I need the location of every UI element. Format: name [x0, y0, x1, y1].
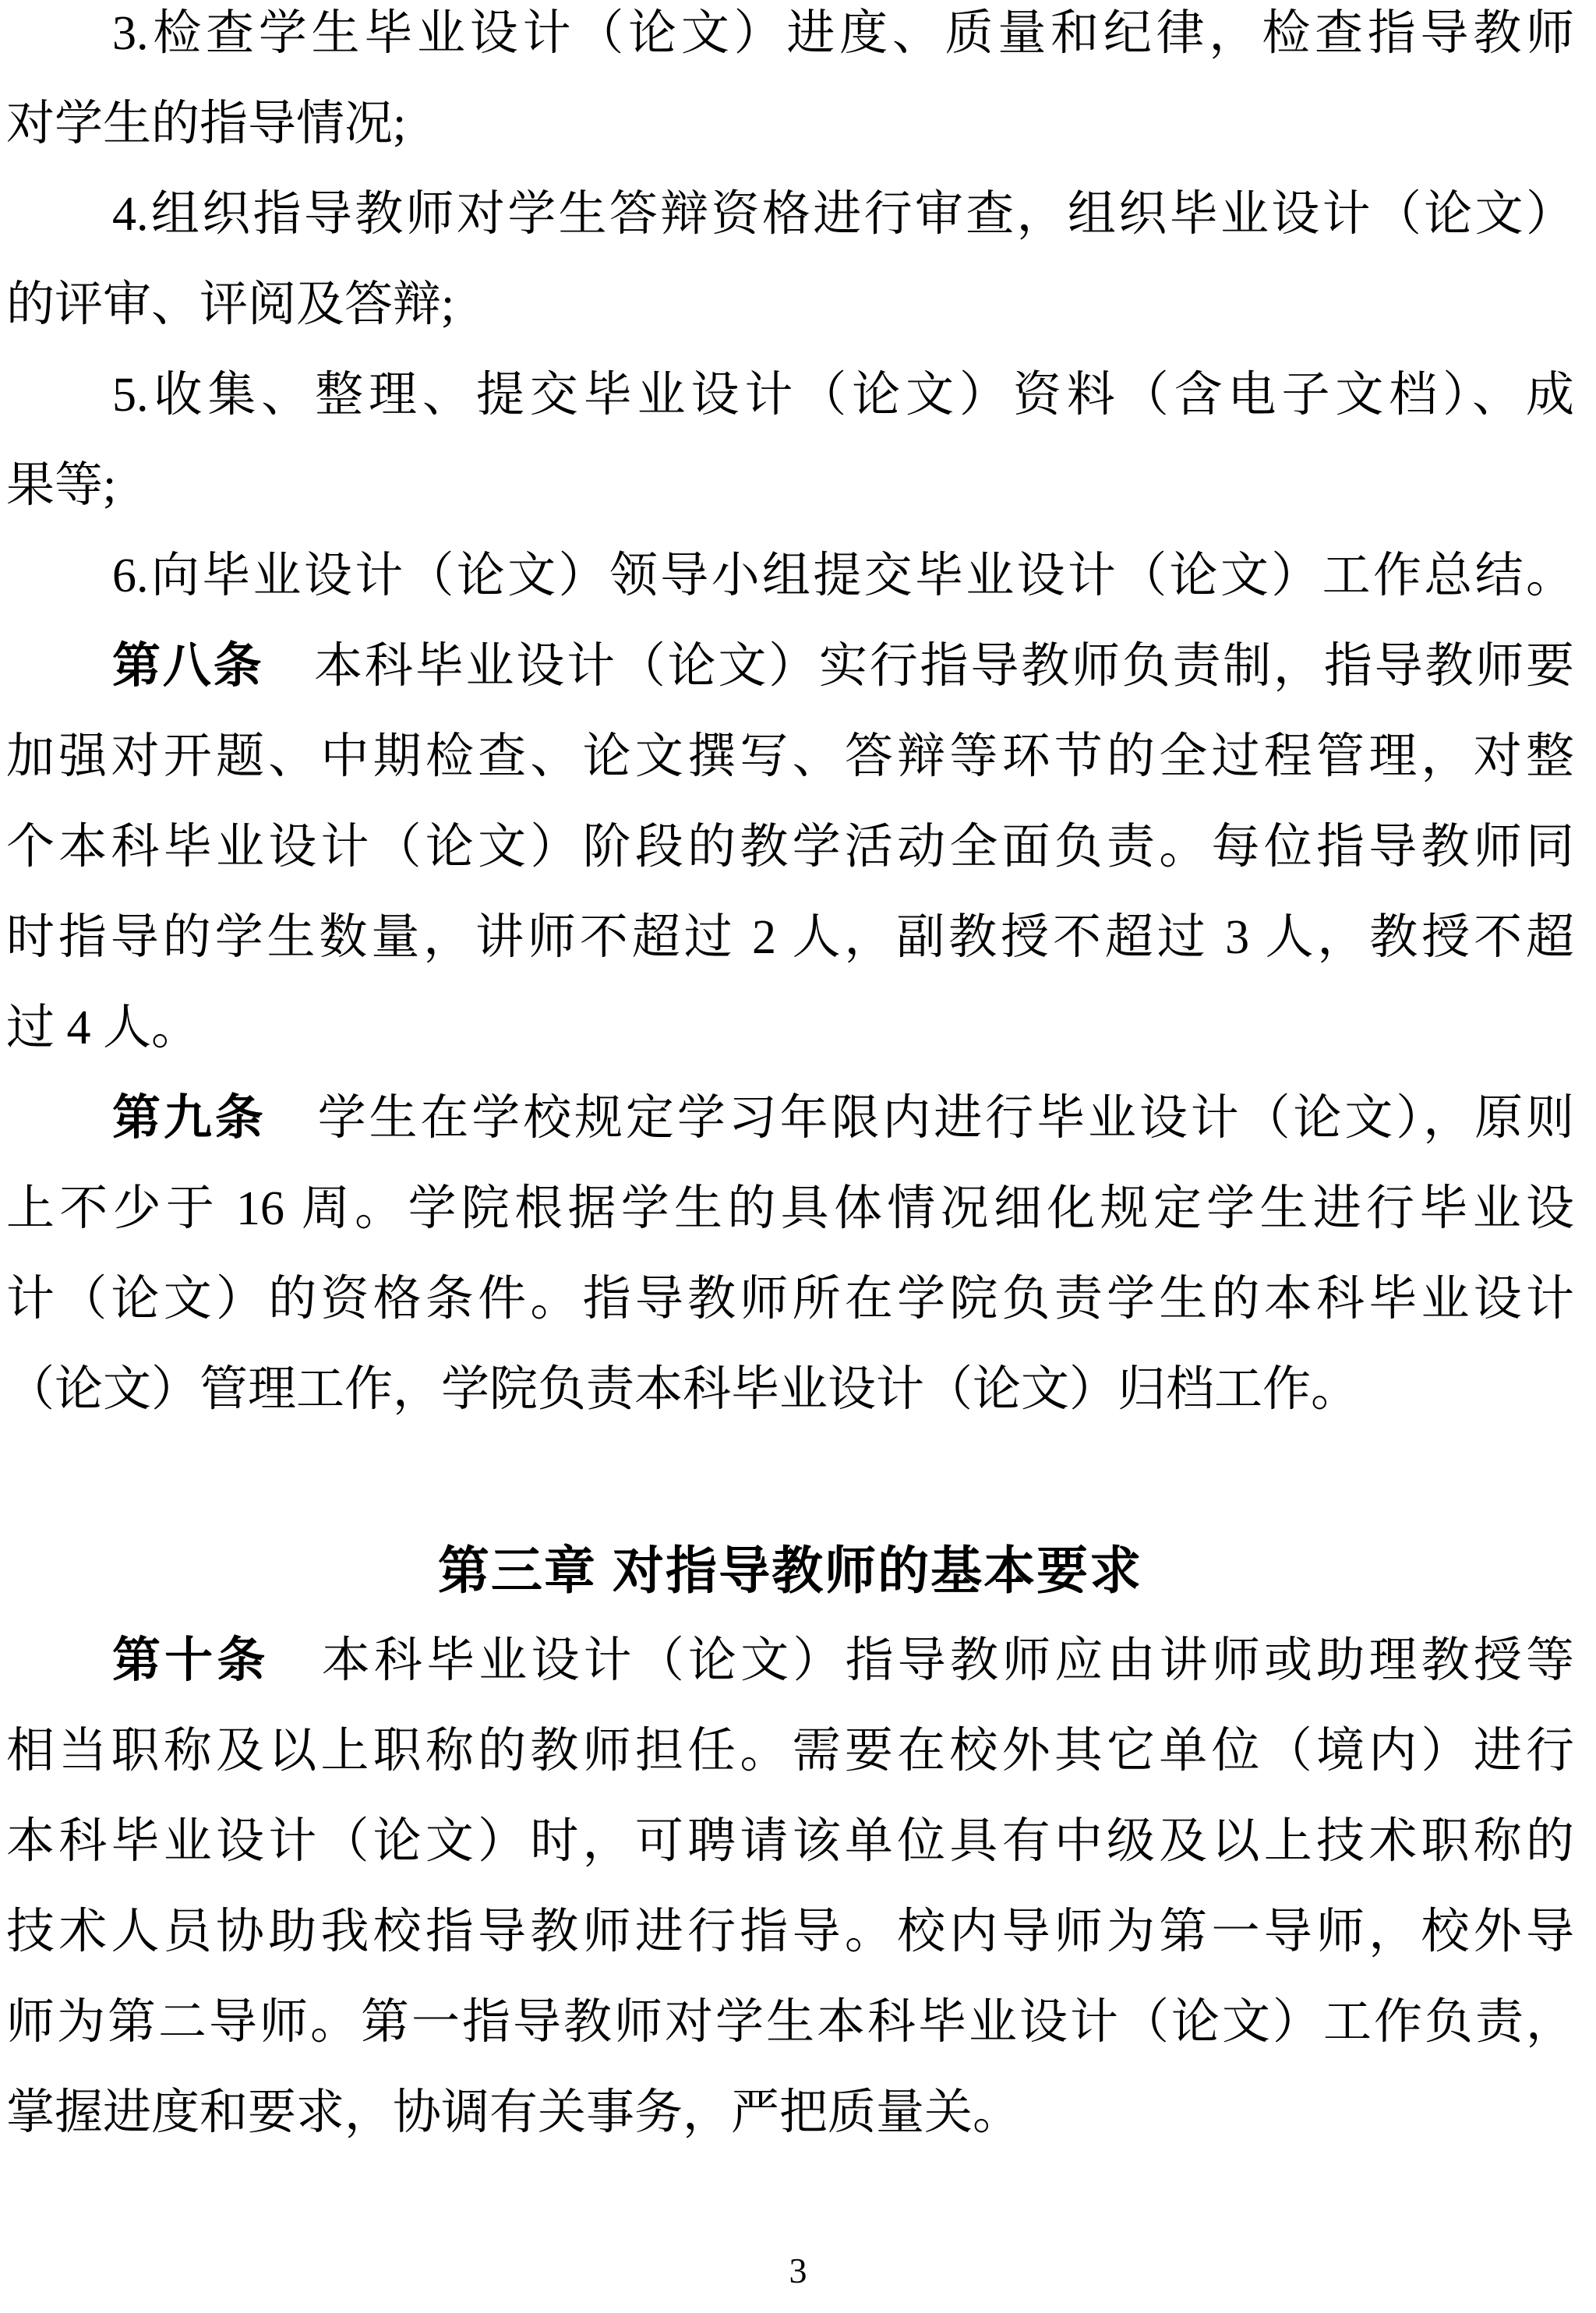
text-line: 加强对开题、中期检查、论文撰写、答辩等环节的全过程管理，对整	[6, 730, 1574, 783]
text-line: 3.检查学生毕业设计（论文）进度、质量和纪律，检查指导教师	[112, 7, 1574, 60]
text-line: 5.收集、整理、提交毕业设计（论文）资料（含电子文档）、成	[112, 369, 1574, 422]
article-number: 第八条	[112, 639, 264, 693]
article-number: 第十条	[112, 1633, 270, 1687]
text-line: 相当职称及以上职称的教师担任。需要在校外其它单位（境内）进行	[6, 1725, 1574, 1778]
article-number: 第九条	[112, 1091, 267, 1145]
body-text-bottom	[6, 1616, 1574, 2158]
chapter-heading: 第三章 对指导教师的基本要求	[437, 1541, 1143, 1599]
body-text-top	[6, 0, 1574, 1435]
text-line: 掌握进度和要求，协调有关事务，严把质量关。	[6, 2086, 1022, 2139]
text-line: 个本科毕业设计（论文）阶段的教学活动全面负责。每位指导教师同	[6, 821, 1574, 874]
text-line: 果等;	[6, 459, 117, 512]
text-line: 第九条 学生在学校规定学习年限内进行毕业设计（论文），原则	[112, 1091, 1574, 1145]
text-line: 对学生的指导情况;	[6, 97, 407, 150]
text-line: 上不少于 16 周。学院根据学生的具体情况细化规定学生进行毕业设	[6, 1182, 1574, 1235]
text-line: 计（论文）的资格条件。指导教师所在学院负责学生的本科毕业设计	[6, 1273, 1574, 1326]
text-line: 本科毕业设计（论文）时，可聘请该单位具有中级及以上技术职称的	[6, 1815, 1574, 1868]
text-line: 的评审、评阅及答辩;	[6, 278, 455, 331]
text-line: （论文）管理工作，学院负责本科毕业设计（论文）归档工作。	[6, 1363, 1360, 1416]
text-line: 时指导的学生数量，讲师不超过 2 人，副教授不超过 3 人，教授不超	[6, 911, 1574, 964]
text-line: 师为第二导师。第一指导教师对学生本科毕业设计（论文）工作负责，	[6, 1996, 1574, 2049]
text-line: 6.向毕业设计（论文）领导小组提交毕业设计（论文）工作总结。	[112, 549, 1574, 602]
blank-line	[6, 1435, 1574, 1525]
text-line: 技术人员协助我校指导教师进行指导。校内导师为第一导师，校外导	[6, 1905, 1574, 1958]
page-number: 3	[789, 2251, 807, 2290]
text-line: 过 4 人。	[6, 1001, 200, 1054]
text-line: 第十条 本科毕业设计（论文）指导教师应由讲师或助理教授等	[112, 1633, 1574, 1687]
document-body	[6, 0, 1574, 2158]
text-line: 第八条 本科毕业设计（论文）实行指导教师负责制，指导教师要	[112, 639, 1574, 693]
text-line: 4.组织指导教师对学生答辩资格进行审查，组织毕业设计（论文）	[112, 188, 1574, 241]
